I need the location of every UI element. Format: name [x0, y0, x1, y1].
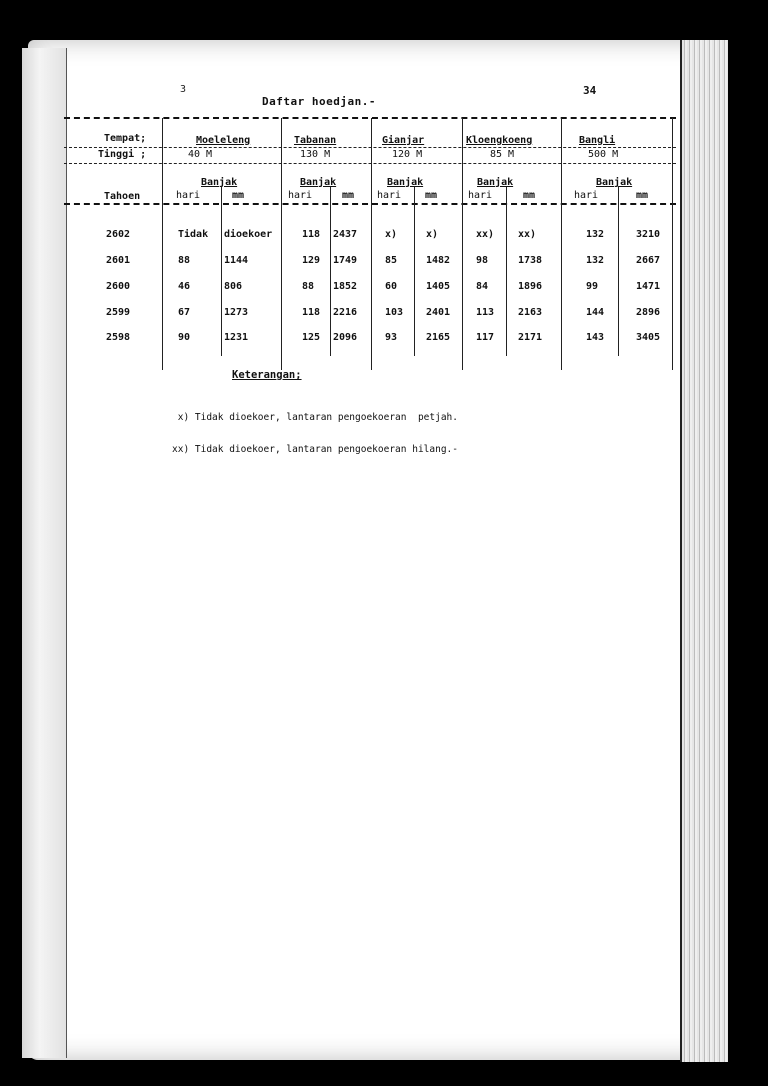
hari-label: hari [468, 190, 493, 201]
sub-col-divider [414, 186, 415, 356]
place-name: Tabanan [294, 135, 337, 146]
table-cell: 144 [586, 307, 605, 318]
tinggi-label: Tinggi ; [98, 149, 147, 160]
banjak-label: Banjak [300, 177, 337, 188]
table-cell: 113 [476, 307, 495, 318]
table-top-rule [64, 117, 676, 119]
table-cell: 2171 [518, 332, 543, 343]
table-cell: 60 [385, 281, 398, 292]
page-title: Daftar hoedjan.- [262, 95, 376, 108]
sub-col-divider [221, 186, 222, 356]
table-cell: dioekoer [224, 229, 273, 240]
table-cell: 1471 [636, 281, 661, 292]
table-cell: 2401 [426, 307, 451, 318]
place-height: 130 M [300, 149, 331, 160]
table-cell: 1273 [224, 307, 249, 318]
year-cell: 2601 [106, 255, 131, 266]
table-cell: 132 [586, 255, 605, 266]
table-cell: 1852 [333, 281, 358, 292]
hari-label: hari [377, 190, 402, 201]
table-cell: 1231 [224, 332, 249, 343]
place-name: Moeleleng [196, 135, 251, 146]
table-cell: 103 [385, 307, 404, 318]
table-cell: 46 [178, 281, 191, 292]
table-cell: Tidak [178, 229, 209, 240]
place-name: Gianjar [382, 135, 425, 146]
place-height: 500 M [588, 149, 619, 160]
year-cell: 2600 [106, 281, 131, 292]
table-cell: 67 [178, 307, 191, 318]
col-divider [371, 118, 372, 370]
hari-label: hari [288, 190, 313, 201]
mm-label: mm [342, 190, 355, 201]
table-cell: 84 [476, 281, 489, 292]
mm-label: mm [523, 190, 536, 201]
place-name: Kloengkoeng [466, 135, 533, 146]
table-cell: 98 [476, 255, 489, 266]
table-cell: 1482 [426, 255, 451, 266]
table-cell: 2096 [333, 332, 358, 343]
col-divider [162, 118, 163, 370]
table-cell: 1405 [426, 281, 451, 292]
table-cell: 2437 [333, 229, 358, 240]
table-cell: x) [426, 229, 439, 240]
left-page-edge [22, 48, 67, 1058]
year-cell: 2602 [106, 229, 131, 240]
mm-label: mm [636, 190, 649, 201]
table-cell: 3405 [636, 332, 661, 343]
right-binding-edge [680, 40, 728, 1062]
table-cell: 1896 [518, 281, 543, 292]
table-cell: 90 [178, 332, 191, 343]
sub-col-divider [618, 186, 619, 356]
table-cell: 2216 [333, 307, 358, 318]
table-cell: 2896 [636, 307, 661, 318]
table-cell: xx) [518, 229, 537, 240]
table-cell: 85 [385, 255, 398, 266]
table-cell: 1144 [224, 255, 249, 266]
note-line: xx) Tidak dioekoer, lantaran pengoekoeran hilang.- [172, 443, 458, 455]
table-cell: 132 [586, 229, 605, 240]
table-cell: 2163 [518, 307, 543, 318]
table-cell: 117 [476, 332, 495, 343]
table-cell: 99 [586, 281, 599, 292]
col-divider [281, 118, 282, 370]
tempat-label: Tempat; [104, 133, 147, 144]
year-cell: 2598 [106, 332, 131, 343]
hari-label: hari [176, 190, 201, 201]
place-height: 120 M [392, 149, 423, 160]
pencil-mark: 3 [180, 84, 187, 95]
table-cell: 129 [302, 255, 321, 266]
place-height: 40 M [188, 149, 213, 160]
col-divider [561, 118, 562, 370]
table-cell: x) [385, 229, 398, 240]
banjak-label: Banjak [387, 177, 424, 188]
sub-col-divider [506, 186, 507, 356]
page-number: 34 [583, 84, 597, 97]
table-cell: 143 [586, 332, 605, 343]
mm-label: mm [425, 190, 438, 201]
col-divider [672, 118, 673, 370]
tahoen-label: Tahoen [104, 191, 141, 202]
table-cell: 88 [302, 281, 315, 292]
place-name: Bangli [579, 135, 616, 146]
table-cell: 88 [178, 255, 191, 266]
hari-label: hari [574, 190, 599, 201]
table-cell: 118 [302, 229, 321, 240]
table-cell: 1738 [518, 255, 543, 266]
table-cell: 125 [302, 332, 321, 343]
sub-col-divider [330, 186, 331, 356]
banjak-label: Banjak [596, 177, 633, 188]
mm-label: mm [232, 190, 245, 201]
note-line: x) Tidak dioekoer, lantaran pengoekoeran petjah. [172, 412, 458, 423]
table-height-rule [64, 163, 676, 164]
table-cell: 806 [224, 281, 243, 292]
table-cell: 3210 [636, 229, 661, 240]
table-cell: xx) [476, 229, 495, 240]
col-divider [462, 118, 463, 370]
table-cell: 118 [302, 307, 321, 318]
table-cell: 1749 [333, 255, 358, 266]
table-cell: 93 [385, 332, 398, 343]
year-cell: 2599 [106, 307, 131, 318]
table-header-rule [64, 147, 676, 148]
banjak-label: Banjak [477, 177, 514, 188]
notes-title: Keterangan; [232, 369, 302, 381]
banjak-label: Banjak [201, 177, 238, 188]
table-subheader-rule [64, 203, 676, 205]
table-cell: 2667 [636, 255, 661, 266]
place-height: 85 M [490, 149, 515, 160]
table-cell: 2165 [426, 332, 451, 343]
notes-text [172, 392, 458, 466]
